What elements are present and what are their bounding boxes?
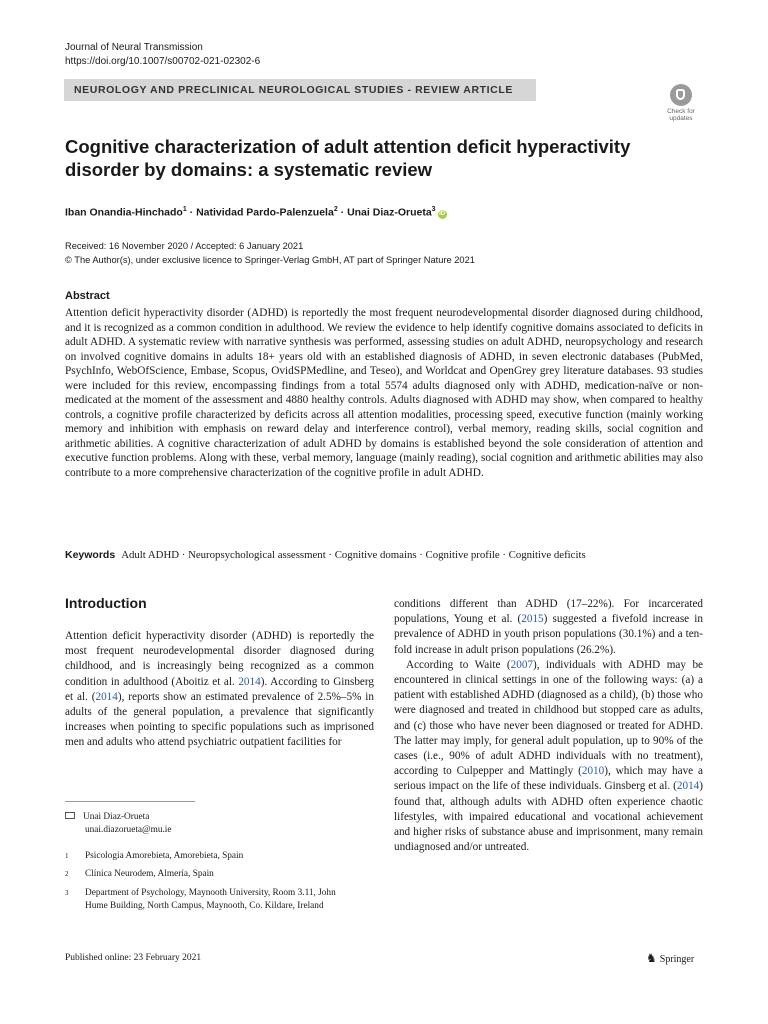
bookmark-icon bbox=[670, 84, 692, 106]
journal-name: Journal of Neural Transmission bbox=[65, 42, 203, 53]
keywords-list: Adult ADHD · Neuropsychological assessment · Cognitive domains · Cognitive profile · Cognitive deficits bbox=[121, 549, 586, 561]
affiliation-item: 2 Clínica Neurodem, Almería, Spain bbox=[65, 869, 214, 879]
publisher-name: Springer bbox=[659, 954, 695, 965]
author-name[interactable]: Natividad Pardo-Palenzuela bbox=[196, 206, 334, 219]
citation-link[interactable]: 2010 bbox=[581, 765, 605, 778]
paragraph: Attention deficit hyperactivity disorder (ADHD) is reportedly the most frequent neurodevelopmental disorder diagnosed during childhood, and is increasingly being recognized as a common condition in adulthood (Aboitiz et al. 2014). According to Ginsberg et al. (2014), reports show an estimated prevalence of 2.5%–5% in adults of the general population, a prevalence that significantly increases when pointing to specific populations such as imprisoned men and adults who attend psychiatric outpatient facilities for bbox=[65, 630, 375, 749]
orcid-icon[interactable]: iD bbox=[439, 210, 446, 217]
author-affiliation-marker: 2 bbox=[333, 206, 338, 213]
correspondence-email[interactable]: unai.diazorueta@mu.ie bbox=[85, 825, 172, 835]
journal-doi[interactable]: https://doi.org/10.1007/s00702-021-02302-6 bbox=[65, 56, 261, 67]
envelope-icon bbox=[65, 812, 75, 819]
correspondence-block bbox=[65, 811, 365, 837]
author-affiliation-marker: 3 bbox=[431, 206, 436, 213]
published-date: Published online: 23 February 2021 bbox=[65, 953, 202, 963]
introduction-heading: Introduction bbox=[65, 595, 147, 611]
received-accepted: Received: 16 November 2020 / Accepted: 6 January 2021 bbox=[65, 241, 304, 251]
section-band: NEUROLOGY AND PRECLINICAL NEUROLOGICAL STUDIES - REVIEW ARTICLE bbox=[64, 79, 536, 101]
corresponding-author: Unai Diaz-Orueta bbox=[83, 812, 150, 822]
article-title: Cognitive characterization of adult attention deficit hyperactivity disorder by domains: a systematic review bbox=[65, 136, 631, 180]
springer-horse-icon: ♞ bbox=[646, 951, 657, 965]
column-right bbox=[394, 597, 703, 855]
author-name[interactable]: Unai Diaz-Orueta bbox=[347, 206, 432, 219]
check-for-updates-badge[interactable]: Check for updates bbox=[662, 84, 700, 122]
author-name[interactable]: Iban Onandia-Hinchado bbox=[65, 206, 183, 219]
citation-link[interactable]: 2015 bbox=[521, 613, 544, 626]
keywords-line bbox=[65, 548, 705, 562]
publisher-logo bbox=[646, 951, 694, 966]
author-affiliation-marker: 1 bbox=[182, 206, 187, 213]
footnote-divider bbox=[65, 801, 195, 802]
article-dates bbox=[65, 240, 475, 267]
column-left bbox=[65, 629, 374, 751]
copyright-line: © The Author(s), under exclusive licence to Springer-Verlag GmbH, AT part of Springer Nature 2021 bbox=[65, 254, 475, 265]
paragraph: According to Waite (2007), individuals with ADHD may be encountered in clinical settings in one of the following ways: (a) a patient with established ADHD (diagnosed as a child), (b) those who were diagnosed and treated in childhood but stopped care as adults, and (c) those who have never been diagnosed or treated for ADHD. The latter may imply, for general adult population, up to 90% of the cases (i.e., 90% of adult ADHD individuals with no treatment), according to Culpepper and Mattingly (2010), which may have a serious impact on the life of these individuals. Ginsberg et al. (2014) found that, although adults with ADHD often experience chaotic lifestyles, with impaired educational and vocational achievement and higher risks of substance abuse and imprisonment, many remain undiagnosed and/or untreated. bbox=[394, 658, 703, 854]
citation-link[interactable]: 2014 bbox=[95, 690, 118, 703]
citation-link[interactable]: 2014 bbox=[238, 675, 261, 688]
abstract-text: Attention deficit hyperactivity disorder (ADHD) is reportedly the most frequent neurodevelopmental disorder diagnosed during childhood, and it is recognized as a common condition in adulthood. We review the evidence to help identify cognitive domains associated to deficits in adult ADHD. A systematic review with narrative synthesis was performed, assessing studies on adult ADHD, neuropsychology and research on involved cognitive domains in adults 18+ years old with an established diagnosis of ADHD, in seven electronic databases (PubMed, PsychInfo, WebOfScience, Embase, Scopus, OvidSPMedline, and Teseo), and Worldcat and OpenGrey grey literature databases. 93 studies were included for this review, encompassing findings from a total 5574 adults diagnosed only with ADHD, medication-naïve or non-medicated at the moment of the assessment and 4880 healthy controls. Adults diagnosed with ADHD may show, when compared to healthy controls, a cognitive profile characterized by deficits across all attention modalities, processing speed, executive function (mainly working memory and inhibition with emphasis on reward delay and interference control), verbal memory, reading skills, social cognition and arithmetic abilities. A cognitive characterization of adult ADHD by domains is established beyond the sole consideration of attention and executive function problems. Along with these, verbal memory, language (mainly reading), social cognition and arithmetic abilities may also contribute to a more comprehensive characterization of the cognitive profile in adult ADHD. bbox=[65, 307, 703, 479]
journal-header bbox=[65, 41, 260, 69]
abstract-heading: Abstract bbox=[65, 290, 110, 302]
affiliation-item: 1 Psicologia Amorebieta, Amorebieta, Spain bbox=[65, 851, 244, 861]
author-list: Iban Onandia-Hinchado$^1$ · Natividad Pardo-Palenzuela$^2$ · Unai Diaz-Orueta$^3$iD bbox=[65, 206, 446, 219]
keywords-label: Keywords bbox=[65, 549, 116, 561]
paragraph: conditions different than ADHD (17–22%). For incarcerated populations, Young et al. (2015) suggested a fivefold increase in prevalence of ADHD in youth prison populations (30.1%) and a ten-fold increase in adult prison populations (26.2%). bbox=[394, 598, 704, 656]
affiliation-item: 3 Department of Psychology, Maynooth University, Room 3.11, John Hume Building, North Campus, Maynooth, Co. Kildare, Ireland bbox=[65, 888, 336, 911]
citation-link[interactable]: 2007 bbox=[510, 658, 534, 671]
citation-link[interactable]: 2014 bbox=[676, 780, 700, 793]
